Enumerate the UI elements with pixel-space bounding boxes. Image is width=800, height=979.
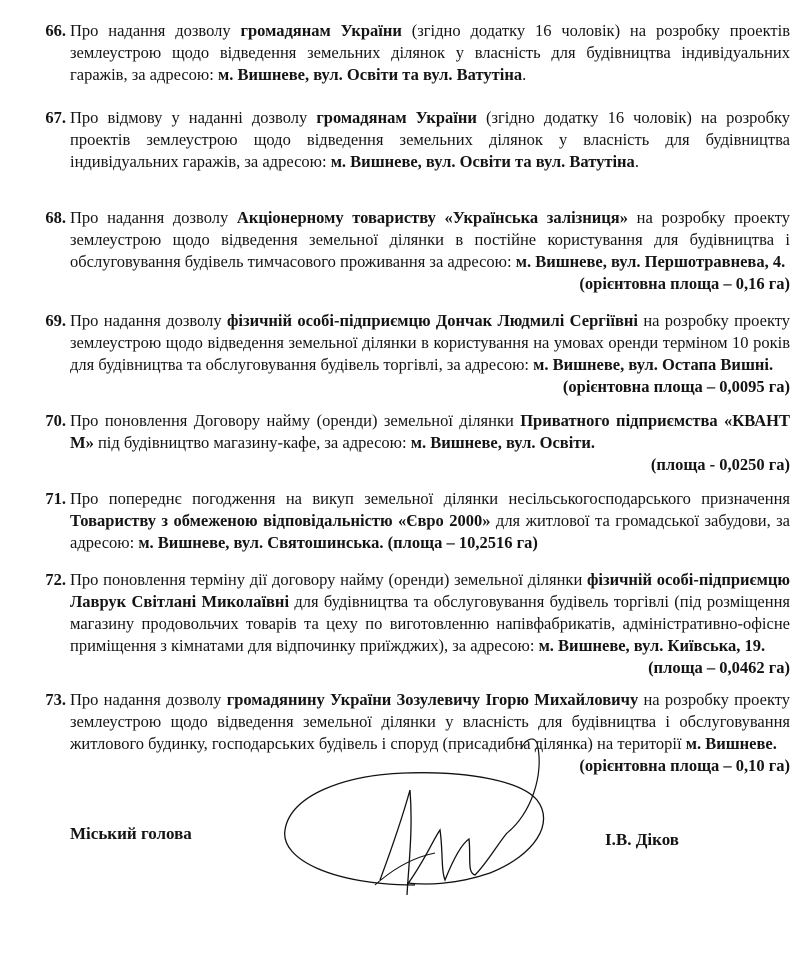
item-text-segment: для будівництва та обслуговування будівель торгівлі (під розміщення магазину продовольчих товарів та цеху по виготовленню напівфабрикатів, адміністративно-офісне приміщення з кімнатами для відпочинку приїжджих), за адресою: [70,592,790,655]
item-number: 66. [45,21,66,40]
area-note: (площа - 0,0250 га) [650,455,790,474]
item-text-segment: Про надання дозволу [70,311,227,330]
area-note: (площа – 0,0462 га) [648,658,790,677]
item-text-segment: м. Вишневе. [685,734,777,753]
handwritten-signature [275,735,575,925]
item-text [70,410,790,476]
item-number: 70. [45,411,66,430]
item-text-segment: м. Вишневе, вул. Освіти та вул. Ватутіна [330,152,635,171]
item-text-segment: м. Вишневе, вул. Київська, 19. [538,636,766,655]
item-text [70,310,790,398]
item-text-segment: на розробку проекту землеустрою щодо відведення земельної ділянки у власність для будівництва і обслуговування житлового будинку, господарських будівель і споруд (присадибна ділянка) на території [70,690,790,753]
item-text-segment: Про надання дозволу [70,690,227,709]
item-text-segment: фізичній особі-підприємцю Дончак Людмилі Сергіївні [226,311,638,330]
item-text [70,20,790,86]
item-text-segment: Про відмову у наданні дозволу [70,108,317,127]
item-text-segment: громадянам України [240,21,402,40]
item-number: 73. [45,690,66,709]
item-text-segment: Про надання дозволу [70,21,241,40]
item-text-segment: Про поновлення терміну дії договору найму (оренди) земельної ділянки [70,570,587,589]
item-text-segment: фізичній особі-підприємцю Лаврук Світлані Миколаївні [70,570,790,611]
item-text-segment: м. Вишневе, вул. Освіти та вул. Ватутіна [217,65,523,84]
area-note: (орієнтовна площа – 0,16 га) [579,274,790,293]
item-text-segment: м. Вишневе, вул. Освіти. [410,433,596,452]
item-text-segment: для житлової та громадської забудови, за адресою: [70,511,790,552]
signatory-name: І.В. Діков [605,830,679,849]
item-text-segment: (згідно додатку 16 чоловік) на розробку проектів землеустрою щодо відведення земельних ділянок у власність для будівництва індивідуальних гаражів, за адресою: [70,108,791,171]
item-text-segment: м. Вишневе, вул. Остапа Вишні. [533,355,774,374]
item-number: 72. [45,570,66,589]
signatory-position: Міський голова [70,824,192,843]
item-text-segment: на розробку проекту землеустрою щодо відведення земельної ділянки в постійне користування для будівництва і обслуговування будівель тимчасового проживання за адресою: [70,208,790,271]
item-text-segment: (згідно додатку 16 чоловік) на розробку проектів землеустрою щодо відведення земельних ділянок у власність для будівництва індивідуальних гаражів, за адресою: [70,21,790,84]
item-text-segment: Акціонерному товариству «Українська залізниця» [236,208,628,227]
item-text-segment: громадянам України [316,108,477,127]
item-text-segment: . [634,152,639,171]
item-text-segment: . [522,65,527,84]
item-number: 67. [45,108,66,127]
item-text-segment: Приватного підприємства «КВАНТ М» [70,411,790,452]
item-text-segment: м. Вишневе, вул. Першотравнева, 4. [515,252,786,271]
item-text-segment: громадянину України Зозулевичу Ігорю Михайловичу [226,690,639,709]
item-text-segment: Про попереднє погодження на викуп земельної ділянки несільськогосподарського призначення [70,489,790,508]
item-text-segment: під будівництво магазину-кафе, за адресою: [93,433,411,452]
item-text-segment: Про надання дозволу [70,208,237,227]
item-text-segment: Про поновлення Договору найму (оренди) земельної ділянки [70,411,521,430]
item-text-segment: м. Вишневе, вул. Святошинська. (площа – 10,2516 га) [138,533,538,552]
item-text-segment: Товариству з обмеженою відповідальністю «Євро 2000» [70,511,491,530]
area-note: (орієнтовна площа – 0,0095 га) [562,377,790,396]
item-number: 71. [45,489,66,508]
item-number: 68. [45,208,66,227]
item-text [70,107,790,173]
item-text [70,569,790,679]
item-text [70,207,790,295]
area-note: (орієнтовна площа – 0,10 га) [579,756,790,775]
item-number: 69. [45,311,66,330]
item-text [70,488,790,554]
item-text-segment: на розробку проекту землеустрою щодо відведення земельної ділянки в користування на умовах оренди терміном 10 років для будівництва та обслуговування будівель торгівлі, за адресою: [70,311,790,374]
